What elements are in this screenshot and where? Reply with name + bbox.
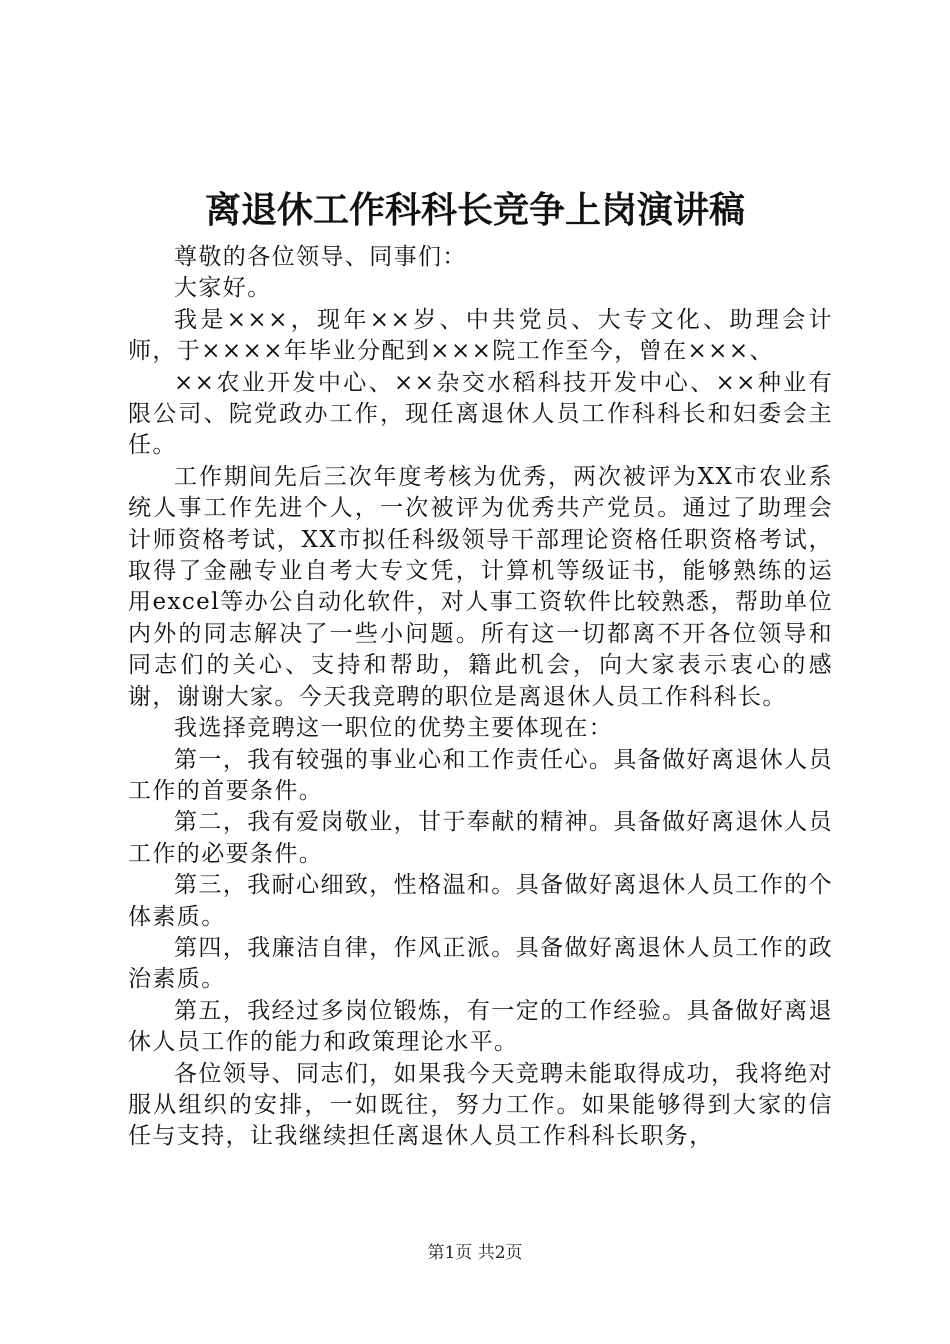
paragraph-advantages-intro: 我选择竞聘这一职位的优势主要体现在：	[174, 715, 614, 742]
paragraph-salutation: 尊敬的各位领导、同事们：	[174, 244, 467, 270]
paragraph-advantage-3: 第三，我耐心细致，性格温和。具备做好离退休人员工作的个体素质。	[128, 872, 833, 930]
paragraph-introduction: 我是×××，现年××岁、中共党员、大专文化、助理会计师，于××××年毕业分配到×××院工作至今，曾在×××、	[128, 306, 833, 365]
paragraph-achievements: 工作期间先后三次年度考核为优秀，两次被评为XX市农业系统人事工作先进个人，一次被评为优秀共产党员。通过了助理会计师资格考试，XX市拟任科级领导干部理论资格任职资格考试，取得了金融专业自考大专文凭，计算机等级证书，能够熟练的运用excel等办公自动化软件，对人事工资软件比较熟悉，帮助单位内外的同志解决了一些小问题。所有这一切都离不开各位领导和同志们的关心、支持和帮助，籍此机会，向大家表示衷心的感谢，谢谢大家。今天我竞聘的职位是离退休人员工作科科长。	[128, 463, 833, 710]
paragraph-closing: 各位领导、同志们，如果我今天竞聘未能取得成功，我将绝对服从组织的安排，一如既往，努力工作。如果能够得到大家的信任与支持，让我继续担任离退休人员工作科科长职务，	[128, 1060, 833, 1150]
page-number-footer: 第1页 共2页	[427, 1243, 523, 1263]
document-body	[128, 242, 833, 1153]
document-title: 离退休工作科科长竞争上岗演讲稿	[204, 189, 745, 231]
paragraph-advantage-4: 第四，我廉洁自律，作风正派。具备做好离退休人员工作的政治素质。	[128, 934, 833, 993]
paragraph-advantage-5: 第五，我经过多岗位锻炼，有一定的工作经验。具备做好离退休人员工作的能力和政策理论水平。	[128, 997, 833, 1056]
paragraph-advantage-2: 第二，我有爱岗敬业，甘于奉献的精神。具备做好离退休人员工作的必要条件。	[128, 809, 833, 867]
paragraph-advantage-1: 第一，我有较强的事业心和工作责任心。具备做好离退休人员工作的首要条件。	[128, 746, 833, 804]
paragraph-work-history: ××农业开发中心、××杂交水稻科技开发中心、××种业有限公司、院党政办工作，现任离退休人员工作科科长和妇委会主任。	[128, 369, 833, 459]
paragraph-greeting: 大家好。	[174, 275, 272, 302]
